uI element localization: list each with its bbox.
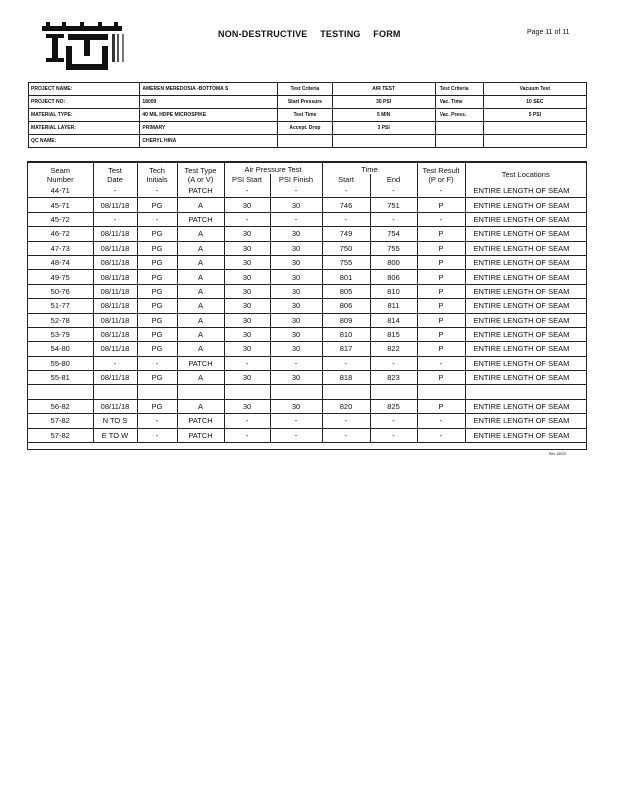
test-result-cell: -	[417, 414, 465, 428]
time-start-cell: -	[322, 212, 370, 226]
psi-start-cell: 30	[224, 284, 270, 298]
test-type-cell	[177, 385, 224, 399]
table-row	[28, 414, 586, 428]
criteria-value: 3 PSI	[332, 122, 435, 135]
vacuum-criteria-label	[435, 135, 483, 148]
psi-finish-cell: 30	[270, 313, 322, 327]
header-seam-number: Seam Number	[28, 163, 93, 184]
tech-initials-cell: PG	[137, 399, 177, 413]
table-row	[28, 399, 586, 413]
table-row	[28, 313, 586, 327]
test-location-cell: ENTIRE LENGTH OF SEAM	[465, 284, 586, 298]
test-type-cell: A	[177, 371, 224, 385]
test-date-cell	[93, 385, 137, 399]
revision-note: Rev 16020	[549, 452, 566, 456]
test-result-cell: P	[417, 241, 465, 255]
test-date-cell: 08/11/18	[93, 255, 137, 269]
test-location-cell: ENTIRE LENGTH OF SEAM	[465, 212, 586, 226]
test-date-cell: 08/11/18	[93, 313, 137, 327]
time-start-cell: 817	[322, 342, 370, 356]
test-result-cell: P	[417, 284, 465, 298]
test-type-cell: PATCH	[177, 212, 224, 226]
project-field-label: MATERIAL TYPE:	[29, 109, 140, 122]
time-start-cell: 809	[322, 313, 370, 327]
vacuum-criteria-value: 10 SEC	[483, 96, 586, 109]
psi-start-cell: 30	[224, 198, 270, 212]
seam-number-cell: 48-74	[28, 255, 93, 269]
time-end-cell: -	[370, 428, 417, 442]
project-field-value: CHERYL HINA	[140, 135, 278, 148]
company-logo	[42, 22, 132, 70]
seam-number-cell: 57-82	[28, 414, 93, 428]
time-end-cell: 751	[370, 198, 417, 212]
time-end-cell: -	[370, 184, 417, 198]
test-location-cell: ENTIRE LENGTH OF SEAM	[465, 241, 586, 255]
test-type-cell: PATCH	[177, 414, 224, 428]
psi-finish-cell: 30	[270, 198, 322, 212]
test-result-cell: P	[417, 270, 465, 284]
test-type-cell: A	[177, 270, 224, 284]
test-location-cell: ENTIRE LENGTH OF SEAM	[465, 356, 586, 370]
project-field-value: AMEREN MEREDOSIA -BOTTOMA S	[140, 83, 278, 96]
header-tech-initials: Tech Initials	[137, 163, 177, 184]
table-row	[28, 212, 586, 226]
tech-initials-cell: PG	[137, 255, 177, 269]
test-result-cell: P	[417, 255, 465, 269]
test-location-cell: ENTIRE LENGTH OF SEAM	[465, 327, 586, 341]
seam-number-cell: 55-81	[28, 371, 93, 385]
seam-number-cell: 54-80	[28, 342, 93, 356]
test-location-cell: ENTIRE LENGTH OF SEAM	[465, 313, 586, 327]
test-location-cell: ENTIRE LENGTH OF SEAM	[465, 342, 586, 356]
time-start-cell: 746	[322, 198, 370, 212]
psi-start-cell: -	[224, 414, 270, 428]
time-start-cell: 749	[322, 227, 370, 241]
time-start-cell: 750	[322, 241, 370, 255]
project-info-row	[29, 122, 587, 135]
test-result-cell: P	[417, 371, 465, 385]
header-test-type: Test Type (A or V)	[177, 163, 224, 184]
seam-number-cell	[28, 385, 93, 399]
time-start-cell: 755	[322, 255, 370, 269]
time-end-cell: -	[370, 212, 417, 226]
time-start-cell: -	[322, 356, 370, 370]
time-start-cell: 818	[322, 371, 370, 385]
test-date-cell: -	[93, 212, 137, 226]
seam-number-cell: 49-75	[28, 270, 93, 284]
time-start-cell: 810	[322, 327, 370, 341]
test-type-cell: A	[177, 299, 224, 313]
table-row	[28, 356, 586, 370]
criteria-label: Start Pressure	[278, 96, 332, 109]
test-location-cell: ENTIRE LENGTH OF SEAM	[465, 227, 586, 241]
test-results-sheet	[27, 161, 587, 450]
table-row	[28, 241, 586, 255]
vacuum-criteria-label: Vac. Time	[435, 96, 483, 109]
header-time-start: Start	[322, 174, 370, 184]
time-end-cell: 754	[370, 227, 417, 241]
time-end-cell: 823	[370, 371, 417, 385]
test-location-cell: ENTIRE LENGTH OF SEAM	[465, 255, 586, 269]
table-row	[28, 184, 586, 198]
form-title: NON-DESTRUCTIVE TESTING FORM	[218, 29, 401, 39]
psi-finish-cell: 30	[270, 327, 322, 341]
test-date-cell: 08/11/18	[93, 241, 137, 255]
time-end-cell: 806	[370, 270, 417, 284]
criteria-value: 5 MIN	[332, 109, 435, 122]
test-type-cell: PATCH	[177, 428, 224, 442]
test-result-cell: -	[417, 212, 465, 226]
psi-finish-cell: -	[270, 414, 322, 428]
test-type-cell: A	[177, 313, 224, 327]
test-date-cell: -	[93, 184, 137, 198]
tech-initials-cell: PG	[137, 241, 177, 255]
tech-initials-cell: PG	[137, 284, 177, 298]
tech-initials-cell: -	[137, 414, 177, 428]
time-end-cell	[370, 385, 417, 399]
seam-number-cell: 45-71	[28, 198, 93, 212]
table-row	[28, 327, 586, 341]
vacuum-criteria-value	[483, 122, 586, 135]
test-location-cell: ENTIRE LENGTH OF SEAM	[465, 299, 586, 313]
psi-finish-cell: 30	[270, 299, 322, 313]
psi-start-cell: 30	[224, 327, 270, 341]
header-test-date: Test Date	[93, 163, 137, 184]
psi-finish-cell: 30	[270, 241, 322, 255]
page-number: Page 11 of 11	[527, 29, 570, 36]
time-end-cell: -	[370, 356, 417, 370]
test-date-cell: 08/11/18	[93, 399, 137, 413]
table-row	[28, 198, 586, 212]
test-result-cell: P	[417, 327, 465, 341]
psi-finish-cell: 30	[270, 342, 322, 356]
test-type-cell: A	[177, 342, 224, 356]
psi-finish-cell: 30	[270, 284, 322, 298]
test-date-cell: 08/11/18	[93, 270, 137, 284]
psi-start-cell: 30	[224, 313, 270, 327]
seam-number-cell: 47-73	[28, 241, 93, 255]
test-result-cell	[417, 385, 465, 399]
table-row	[28, 299, 586, 313]
test-result-cell: P	[417, 342, 465, 356]
test-type-cell: PATCH	[177, 356, 224, 370]
project-field-label: QC NAME:	[29, 135, 140, 148]
vacuum-criteria-value: Vacuum Test	[483, 83, 586, 96]
test-result-cell: -	[417, 184, 465, 198]
test-type-cell: A	[177, 255, 224, 269]
test-type-cell: A	[177, 198, 224, 212]
seam-number-cell: 50-76	[28, 284, 93, 298]
table-row	[28, 371, 586, 385]
test-location-cell: ENTIRE LENGTH OF SEAM	[465, 184, 586, 198]
test-results-table	[28, 163, 586, 443]
seam-number-cell: 44-71	[28, 184, 93, 198]
psi-start-cell: -	[224, 356, 270, 370]
test-location-cell: ENTIRE LENGTH OF SEAM	[465, 428, 586, 442]
seam-number-cell: 52-78	[28, 313, 93, 327]
header-psi-start: PSI Start	[224, 174, 270, 184]
header-air-pressure-test: Air Pressure Test	[224, 163, 322, 174]
vacuum-criteria-value: 5 PSI	[483, 109, 586, 122]
tech-initials-cell: PG	[137, 227, 177, 241]
test-date-cell: 08/11/18	[93, 371, 137, 385]
test-result-cell: P	[417, 299, 465, 313]
project-field-label: PROJECT NO:	[29, 96, 140, 109]
project-field-value: PRIMARY	[140, 122, 278, 135]
time-end-cell: 822	[370, 342, 417, 356]
tech-initials-cell: PG	[137, 371, 177, 385]
time-start-cell: -	[322, 414, 370, 428]
tech-initials-cell	[137, 385, 177, 399]
vacuum-criteria-label: Test Criteria	[435, 83, 483, 96]
test-type-cell: A	[177, 284, 224, 298]
time-end-cell: -	[370, 414, 417, 428]
test-date-cell: 08/11/18	[93, 198, 137, 212]
psi-start-cell: 30	[224, 342, 270, 356]
criteria-label: Test Criteria	[278, 83, 332, 96]
table-row	[28, 342, 586, 356]
header-test-result: Test Result (P or F)	[417, 163, 465, 184]
psi-finish-cell: 30	[270, 399, 322, 413]
criteria-value	[332, 135, 435, 148]
psi-finish-cell	[270, 385, 322, 399]
test-result-cell: -	[417, 356, 465, 370]
psi-start-cell	[224, 385, 270, 399]
time-start-cell: -	[322, 184, 370, 198]
psi-finish-cell: -	[270, 212, 322, 226]
test-location-cell: ENTIRE LENGTH OF SEAM	[465, 399, 586, 413]
test-location-cell: ENTIRE LENGTH OF SEAM	[465, 371, 586, 385]
table-row	[28, 385, 586, 399]
table-row	[28, 284, 586, 298]
criteria-value: AIR TEST	[332, 83, 435, 96]
seam-number-cell: 51-77	[28, 299, 93, 313]
time-start-cell: -	[322, 428, 370, 442]
psi-finish-cell: -	[270, 184, 322, 198]
criteria-label: Test Time	[278, 109, 332, 122]
vacuum-criteria-label: Vac. Press.	[435, 109, 483, 122]
test-type-cell: A	[177, 399, 224, 413]
time-end-cell: 800	[370, 255, 417, 269]
test-date-cell: E TO W	[93, 428, 137, 442]
test-date-cell: 08/11/18	[93, 327, 137, 341]
psi-finish-cell: -	[270, 356, 322, 370]
time-start-cell	[322, 385, 370, 399]
time-end-cell: 825	[370, 399, 417, 413]
seam-number-cell: 56-82	[28, 399, 93, 413]
project-info-row	[29, 83, 587, 96]
psi-start-cell: 30	[224, 255, 270, 269]
header-psi-finish: PSI Finish	[270, 174, 322, 184]
header-time-end: End	[370, 174, 417, 184]
test-date-cell: 08/11/18	[93, 227, 137, 241]
tech-initials-cell: PG	[137, 313, 177, 327]
project-info-row	[29, 135, 587, 148]
test-result-cell: -	[417, 428, 465, 442]
test-date-cell: -	[93, 356, 137, 370]
psi-start-cell: 30	[224, 270, 270, 284]
tech-initials-cell: -	[137, 356, 177, 370]
time-start-cell: 805	[322, 284, 370, 298]
seam-number-cell: 53-79	[28, 327, 93, 341]
project-info-row	[29, 96, 587, 109]
psi-finish-cell: -	[270, 428, 322, 442]
test-result-cell: P	[417, 313, 465, 327]
time-end-cell: 810	[370, 284, 417, 298]
test-result-cell: P	[417, 227, 465, 241]
table-row	[28, 428, 586, 442]
table-row	[28, 255, 586, 269]
test-result-cell: P	[417, 198, 465, 212]
test-location-cell: ENTIRE LENGTH OF SEAM	[465, 270, 586, 284]
time-start-cell: 820	[322, 399, 370, 413]
tech-initials-cell: -	[137, 184, 177, 198]
criteria-value: 30 PSI	[332, 96, 435, 109]
test-type-cell: PATCH	[177, 184, 224, 198]
time-end-cell: 814	[370, 313, 417, 327]
table-row	[28, 227, 586, 241]
psi-finish-cell: 30	[270, 270, 322, 284]
test-type-cell: A	[177, 241, 224, 255]
header-test-locations: Test Locations	[501, 170, 550, 179]
vacuum-criteria-label	[435, 122, 483, 135]
project-info-table	[28, 82, 587, 148]
time-end-cell: 815	[370, 327, 417, 341]
psi-finish-cell: 30	[270, 371, 322, 385]
project-field-value: 18009	[140, 96, 278, 109]
tech-initials-cell: PG	[137, 198, 177, 212]
test-date-cell: 08/11/18	[93, 342, 137, 356]
tech-initials-cell: -	[137, 428, 177, 442]
tech-initials-cell: PG	[137, 327, 177, 341]
test-date-cell: N TO S	[93, 414, 137, 428]
test-location-cell: ENTIRE LENGTH OF SEAM	[465, 414, 586, 428]
test-location-cell: ENTIRE LENGTH OF SEAM	[465, 198, 586, 212]
test-result-cell: P	[417, 399, 465, 413]
test-date-cell: 08/11/18	[93, 284, 137, 298]
psi-finish-cell: 30	[270, 227, 322, 241]
seam-number-cell: 57-82	[28, 428, 93, 442]
psi-finish-cell: 30	[270, 255, 322, 269]
time-start-cell: 806	[322, 299, 370, 313]
tech-initials-cell: PG	[137, 299, 177, 313]
psi-start-cell: -	[224, 428, 270, 442]
test-type-cell: A	[177, 227, 224, 241]
seam-number-cell: 55-80	[28, 356, 93, 370]
project-field-label: MATERIAL LAYER:	[29, 122, 140, 135]
tech-initials-cell: -	[137, 212, 177, 226]
tech-initials-cell: PG	[137, 270, 177, 284]
test-date-cell: 08/11/18	[93, 299, 137, 313]
time-start-cell: 801	[322, 270, 370, 284]
project-field-label: PROJECT NAME:	[29, 83, 140, 96]
tech-initials-cell: PG	[137, 342, 177, 356]
psi-start-cell: 30	[224, 371, 270, 385]
project-field-value: 40 MIL HDPE MICROSPIKE	[140, 109, 278, 122]
psi-start-cell: -	[224, 212, 270, 226]
seam-number-cell: 45-72	[28, 212, 93, 226]
psi-start-cell: 30	[224, 227, 270, 241]
time-end-cell: 811	[370, 299, 417, 313]
psi-start-cell: 30	[224, 241, 270, 255]
header-time: Time	[322, 163, 417, 174]
table-row	[28, 270, 586, 284]
time-end-cell: 755	[370, 241, 417, 255]
psi-start-cell: -	[224, 184, 270, 198]
project-info-row	[29, 109, 587, 122]
criteria-label	[278, 135, 332, 148]
test-location-cell	[465, 385, 586, 399]
psi-start-cell: 30	[224, 399, 270, 413]
test-type-cell: A	[177, 327, 224, 341]
vacuum-criteria-value	[483, 135, 586, 148]
criteria-label: Accept. Drop	[278, 122, 332, 135]
psi-start-cell: 30	[224, 299, 270, 313]
seam-number-cell: 46-72	[28, 227, 93, 241]
